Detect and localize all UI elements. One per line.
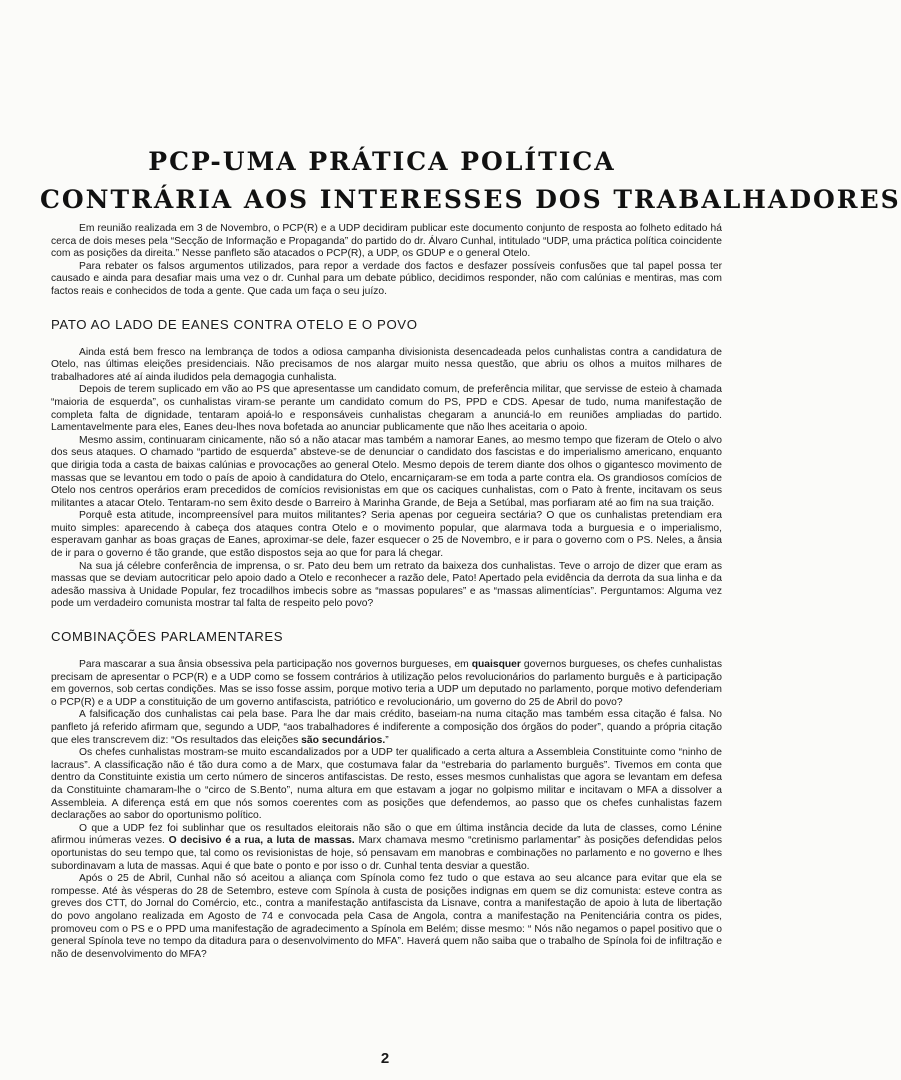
body-paragraph: Na sua já célebre conferência de imprensa, o sr. Pato deu bem um retrato da baixeza dos cunhalistas. Teve o arrojo de dizer que eram as massas que se deviam autocriticar pelo apoio dado a Otelo e reconhecer a razão dele, Pato! Apertado pela evidência da derrota da sua linha e da adesão massiva à Unidade Popular, fez trocadilhos imbecis sobre as “massas populares” e as “massas alimentícias”. Perguntamos: Alguma vez pode um verdadeiro comunista mostrar tal falta de respeito pelo povo? — [51, 560, 722, 610]
emphasis-text: são secundários. — [301, 734, 386, 746]
title-line-1: PCP-UMA PRÁTICA POLÍTICA — [148, 147, 616, 176]
text-run: O que a UDP fez foi sublinhar que os resultados eleitorais não são o que em última instância decide da luta de classes, como Lénine afirmou inúmeras vezes. — [51, 822, 722, 847]
body-paragraph: Ainda está bem fresco na lembrança de todos a odiosa campanha divisionista desencadeada pelos cunhalistas contra a candidatura de Otelo, nas últimas eleições presidenciais. Não precisamos de nos alargar muito nessa questão, que abriu os olhos a muitos milhares de trabalhadores até aí ainda iludidos pela demagogia cunhalista. — [51, 346, 722, 383]
section-heading: COMBINAÇÕES PARLAMENTARES — [51, 629, 284, 645]
body-paragraph — [51, 709, 722, 747]
section-heading: PATO AO LADO DE EANES CONTRA OTELO E O POVO — [51, 316, 418, 332]
section-combinacoes — [51, 629, 722, 961]
body-paragraph — [51, 659, 722, 709]
document-title — [40, 143, 901, 219]
body-paragraph — [51, 823, 722, 873]
text-run: Para mascarar a sua ânsia obsessiva pela participação nos governos burgueses, em — [79, 659, 472, 671]
body-paragraph: Os chefes cunhalistas mostram-se muito escandalizados por a UDP ter qualificado a certa altura a Assembleia Constituinte como “ninho de lacraus”. A classificação não é tão dura como a de Marx, que costumava falar da “estrebaria do parlamento burguês”. Tivemos em conta que dentro da Constituinte existia um certo número de sinceros antifascistas. De resto, esses mesmos cunhalistas que agora se levantam em defesa da Constituinte chamaram-lhe o “circo de S.Bento”, numa altura em que estavam a jogar no golpismo militar e incitavam o MFA a dissolver a Assembleia. A diferença está em que nós somos coerentes com as posições que defendemos, ao passo que os chefes cunhalistas fazem declarações ao sabor do oportunismo político. — [51, 747, 722, 822]
intro-paragraph: Para rebater os falsos argumentos utilizados, para repor a verdade dos factos e desfazer possíveis confusões que tal papel possa ter causado e ainda para desafiar mais uma vez o dr. Cunhal para um debate público, decidimos responder, não com calúnias e mentiras, mas com factos reais e conhecidos de toda a gente. Que cada um faça o seu juízo. — [51, 260, 722, 297]
title-line-2: CONTRÁRIA AOS INTERESSES DOS TRABALHADORES — [40, 185, 901, 214]
intro-paragraph: Em reunião realizada em 3 de Novembro, o PCP(R) e a UDP decidiram publicar este documento conjunto de resposta ao folheto editado há cerca de dois meses pela “Secção de Informação e Propaganda” do partido do dr. Álvaro Cunhal, intitulado “UDP, uma práctica política coincidente com as posições da direita.” Nesse panfleto são atacados o PCP(R), a UDP, os GDUP e o general Otelo. — [51, 223, 722, 260]
body-paragraph: Porquê esta atitude, incompreensível para muitos militantes? Seria apenas por cegueira sectária? O que os cunhalistas pretendiam era muito simples: aparecendo à cabeça dos ataques contra Otelo e o movimento popular, que alarmava toda a burguesia e o imperialismo, esperavam ganhar as boas graças de Eanes, aproximar-se dele, fazer esquecer o 25 de Novembro, e ir para o governo com o PS. Neles, a ânsia de ir para o governo é tão grande, que estão dispostos seja ao que for para lá chegar. — [51, 510, 722, 560]
article-body — [51, 223, 722, 979]
text-run: Marx chamava mesmo “cretinismo parlamentar” às posições defendidas pelos oportunistas do seu tempo que, tal como os revisionistas de hoje, só pensavam em manobras e combinações no parlamento e no governo e lhes subordinavam a luta de massas. Aqui é que bate o ponto e por isso o dr. Cunhal tenta desviar a questão. — [51, 835, 722, 872]
page-number: 2 — [380, 1050, 390, 1067]
text-run: ” — [385, 734, 389, 746]
emphasis-text: quaisquer — [471, 659, 521, 671]
section-pato — [51, 317, 722, 611]
body-paragraph: Após o 25 de Abril, Cunhal não só aceitou a aliança com Spínola como fez tudo o que estava ao seu alcance para evitar que ela se rompesse. Até às vésperas do 28 de Setembro, esteve com Spínola à custa de posições indignas em quem se diz comunista: esteve contra as greves dos CTT, do Jornal do Comércio, etc., contra a manifestação antifascista da Lisnave, contra a manifestação de apoio à luta de libertação do povo angolano realizada em Agosto de 74 e convocada pela Casa de Angola, contra a manifestação na Penitenciária contra os pides, promoveu com o PS e o PPD uma manifestação de agradecimento a Spínola em Belém; disse mesmo: “ Nós não negamos o papel positivo que o general Spínola teve no tempo da ditadura para o desenvolvimento do MFA”. Haverá quem não saiba que o trabalho de Spínola foi de infiltração e não de desenvolvimento do MFA? — [51, 873, 722, 960]
emphasis-text: O decisivo é a rua, a luta de massas. — [168, 835, 355, 847]
text-run: governos burgueses, os chefes cunhalistas precisam de apresentar o PCP(R) e a UDP como se fossem contrários à utilização pelos revolucionários do parlamento burguês e à participação em governos, sob certas condições. Mas se isso fosse assim, porque motivo teria a UDP um deputado no parlamento, porque motivo defenderiam o PCP(R) e a UDP a constituição de um governo antifascista, patriótico e revolucionário, um governo do 25 de Abril do povo? — [51, 659, 722, 708]
text-run: A falsificação dos cunhalistas cai pela base. Para lhe dar mais crédito, baseiam-na numa citação mas também essa citação é falsa. No panfleto já referido afirmam que, segundo a UDP, “aos trabalhadores é indiferente a composição dos órgãos do poder”, quando a própria citação que eles transcrevem diz: “Os resultados das eleições — [51, 709, 722, 746]
body-paragraph: Mesmo assim, continuaram cinicamente, não só a não atacar mas também a namorar Eanes, ao mesmo tempo que fizeram de Otelo o alvo dos seus ataques. O chamado “partido de esquerda” absteve-se de denunciar o candidato dos fascistas e do imperialismo americano, enquanto que dirigia toda a casta de baixas calúnias e provocações ao general Otelo. Mesmo depois de terem diante dos olhos o gigantesco movimento de massas que se levantou em todo o país de apoio à candidatura do Otelo, encarniçaram-se em toda a parte contra ela. Os grandiosos comícios de Otelo nos centros operários eram precedidos de comícios revisionistas em que os caciques cunhalistas, com o Pato à frente, incitavam os seus militantes a atacar Otelo. Tentaram-no sem êxito desde o Barreiro à Marinha Grande, de Beja a Setúbal, mas porfiaram até ao fim na sua traição. — [51, 434, 722, 509]
intro-section — [51, 223, 722, 299]
body-paragraph: Depois de terem suplicado em vão ao PS que apresentasse um candidato comum, de preferência militar, que servisse de esteio à chamada “maioria de esquerda”, os cunhalistas viram-se perante um candidato comum do PS, PPD e CDS. Apesar de tudo, numa manifestação de completa falta de dignidade, tentaram apoiá-lo e responsáveis cunhalistas chegaram a anunciá-lo em reuniões ampliadas do partido. Lamentavelmente para eles, Eanes deu-lhes nova bofetada ao anunciar publicamente que não lhes aceitaria o apoio. — [51, 384, 722, 434]
